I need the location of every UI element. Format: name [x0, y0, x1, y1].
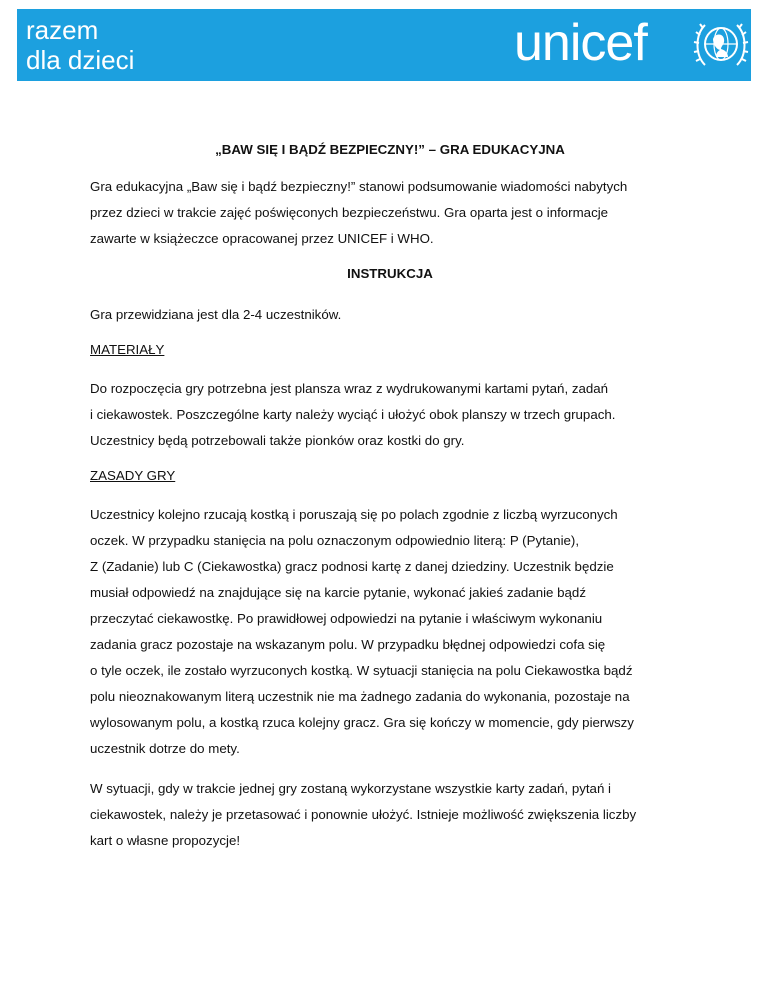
unicef-header-banner: [17, 9, 751, 81]
intro-paragraph: [90, 174, 690, 252]
rules-line: wylosowanym polu, a kostką rzuca kolejny gracz. Gra się kończy w momencie, gdy pierwszy: [90, 715, 634, 730]
tagline-line-1: razem: [26, 15, 99, 45]
rules-line: o tyle oczek, ile zostało wyrzuconych kostką. W sytuacji stanięcia na polu Ciekawostka bądź: [90, 663, 633, 678]
rules-line: Z (Zadanie) lub C (Ciekawostka) gracz podnosi kartę z danej dziedziny. Uczestnik będzie: [90, 559, 614, 574]
intro-line: przez dzieci w trakcie zajęć poświęconych bezpieczeństwu. Gra oparta jest o informacje: [90, 205, 609, 220]
closing-line: kart o własne propozycje!: [90, 833, 241, 848]
rules-line: oczek. W przypadku stanięcia na polu oznaczonym odpowiednio literą: P (Pytanie),: [90, 533, 580, 548]
players-line: Gra przewidziana jest dla 2-4 uczestników.: [90, 307, 342, 322]
unicef-logo-text: unicef: [514, 14, 647, 72]
materials-line: i ciekawostek. Poszczególne karty należy wyciąć i ułożyć obok planszy w trzech grupach.: [90, 407, 616, 422]
tagline-line-2: dla dzieci: [26, 45, 135, 75]
unicef-emblem-icon: [691, 15, 751, 75]
document-body: [90, 140, 690, 854]
document-title: „BAW SIĘ I BĄDŹ BEZPIECZNY!” – GRA EDUKACYJNA: [215, 142, 565, 157]
materials-line: Uczestnicy będą potrzebowali także pionków oraz kostki do gry.: [90, 433, 465, 448]
rules-line: Uczestnicy kolejno rzucają kostką i poruszają się po polach zgodnie z liczbą wyrzuconych: [90, 507, 618, 522]
intro-line: Gra edukacyjna „Baw się i bądź bezpieczny!” stanowi podsumowanie wiadomości nabytych: [90, 179, 628, 194]
rules-paragraph: [90, 502, 690, 762]
instruction-heading: INSTRUKCJA: [347, 266, 433, 281]
closing-paragraph: [90, 776, 690, 854]
rules-line: przeczytać ciekawostkę. Po prawidłowej odpowiedzi na pytanie i właściwym wykonaniu: [90, 611, 603, 626]
materials-heading: MATERIAŁY: [90, 342, 165, 357]
rules-line: zadania gracz pozostaje na wskazanym polu. W przypadku błędnej odpowiedzi cofa się: [90, 637, 606, 652]
intro-line: zawarte w książeczce opracowanej przez UNICEF i WHO.: [90, 231, 434, 246]
rules-line: polu nieoznakowanym literą uczestnik nie ma żadnego zadania do wykonania, pozostaje na: [90, 689, 630, 704]
materials-line: Do rozpoczęcia gry potrzebna jest plansza wraz z wydrukowanymi kartami pytań, zadań: [90, 381, 609, 396]
closing-line: ciekawostek, należy je przetasować i ponownie ułożyć. Istnieje możliwość zwiększenia liczby: [90, 807, 637, 822]
closing-line: W sytuacji, gdy w trakcie jednej gry zostaną wykorzystane wszystkie karty zadań, pytań i: [90, 781, 612, 796]
materials-paragraph: [90, 376, 690, 454]
rules-heading: ZASADY GRY: [90, 468, 176, 483]
tagline: [26, 15, 134, 75]
players-paragraph: [90, 302, 690, 328]
rules-line: uczestnik dotrze do mety.: [90, 741, 240, 756]
rules-line: musiał odpowiedź na znajdujące się na karcie pytanie, wykonać jakieś zadanie bądź: [90, 585, 586, 600]
